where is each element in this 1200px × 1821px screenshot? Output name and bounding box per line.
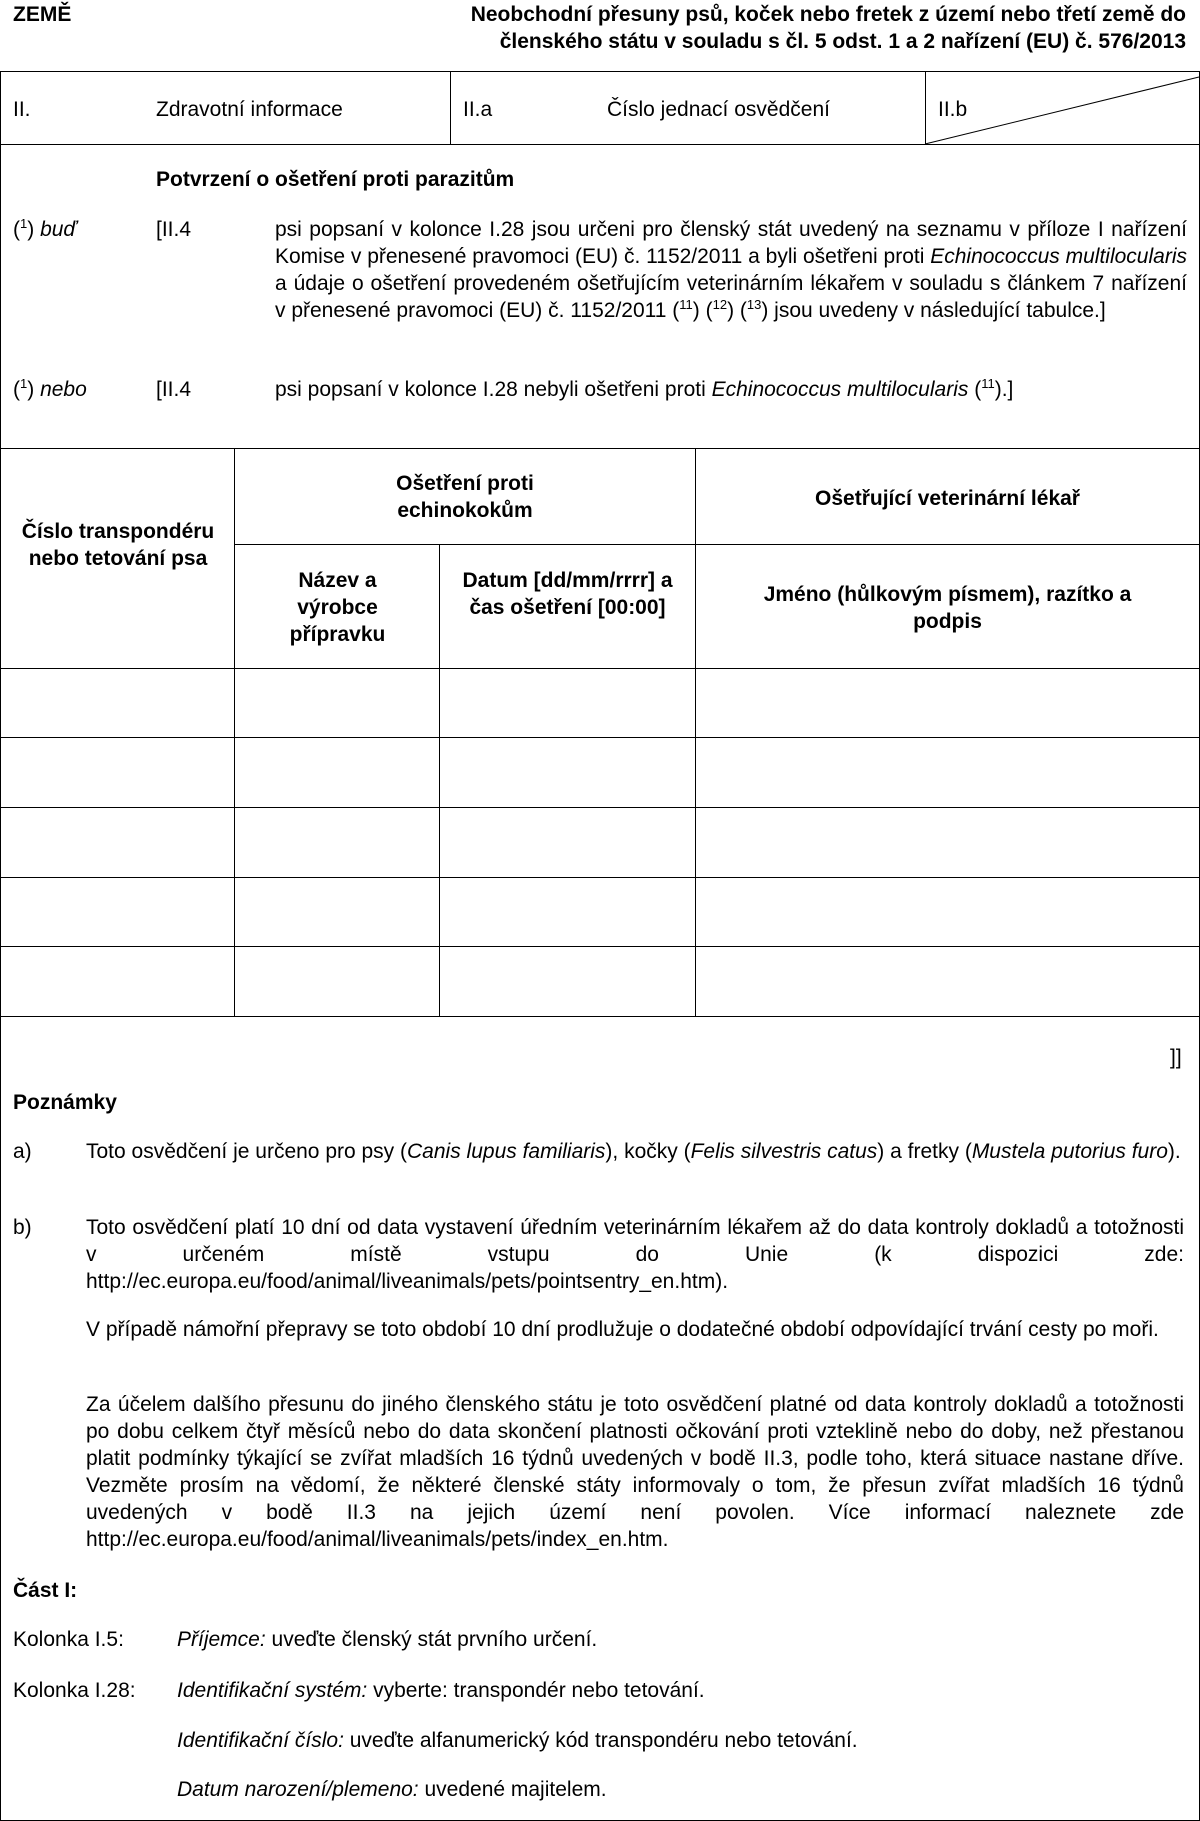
note-b-text: Toto osvědčení platí 10 dní od data vystavení úředním veterinárním lékařem až do data kontroly dokladů a totožnosti v určeném místě vstupu do Unie (k dispozici zde: http://ec.europa.eu/food/animal/liveanimals/pets/pointsentry_en.htm).	[86, 1216, 1184, 1293]
col-date-header: Datum [dd/mm/rrrr] a čas ošetření [00:00]	[462, 569, 673, 619]
option-nebo-label: ($^1$) nebo	[13, 376, 87, 401]
col-transponder-header: Číslo transpondéru nebo tetování psa	[21, 520, 215, 570]
box-i28-id-number: Identifikační číslo: uveďte alfanumerický kód transpondéru nebo tetování.	[177, 1729, 858, 1752]
notes-heading: Poznámky	[13, 1091, 117, 1114]
diagonal-strike	[0, 0, 1200, 150]
col-treatment-group-header: Ošetření proti echinokokům	[396, 472, 534, 522]
section-code-b: II.b	[938, 98, 968, 121]
table-top	[0, 448, 1200, 449]
col-vet-name-header: Jméno (hůlkovým písmem), razítko a podpis	[763, 583, 1132, 633]
col-product-header: Název a výrobce přípravku	[289, 569, 386, 646]
section-code-a: II.a	[463, 98, 493, 121]
option-2-text: psi popsaní v kolonce I.28 nebyli ošetřeni proti Echinococcus multilocularis ($^{11}$).]	[275, 376, 1014, 401]
table-row-line-4	[0, 946, 1200, 947]
box-i28-birth-breed: Datum narození/plemeno: uvedené majitelem.	[177, 1778, 607, 1801]
option-buď-label: ($^1$) buď	[13, 216, 77, 241]
table-bottom	[0, 1016, 1200, 1017]
box-i28-label: Kolonka I.28:	[13, 1679, 136, 1702]
table-col-divider-1	[234, 448, 235, 1016]
note-a-label: a)	[13, 1140, 32, 1163]
part-i-heading: Část I:	[13, 1579, 78, 1602]
table-row-line-3	[0, 877, 1200, 878]
table-col-divider-3	[695, 448, 696, 1016]
table-row-line-1	[0, 737, 1200, 738]
note-b-further-movement: Za účelem dalšího přesunu do jiného členského státu je toto osvědčení platné od data kontroly dokladů a totožnosti po dobu celkem čtyř měsíců nebo do data skončení platnosti očkování proti vzteklině nebo do doby, než přestanou platit podmínky týkající se zvířat mladších 16 týdnů uvedených v bodě II.3, podle toho, která situace nastane dříve. Vezměte prosím na vědomí, že některé členské státy informovaly o tom, že přesun zvířat mladších 16 týdnů uvedených v bodě II.3 na jejich území není povolen. Více informací naleznete zde http://ec.europa.eu/food/animal/liveanimals/pets/index_en.htm.	[86, 1393, 1184, 1551]
title-line-2: členského státu v souladu s čl. 5 odst. 1 a 2 nařízení (EU) č. 576/2013	[499, 30, 1186, 53]
parasite-heading: Potvrzení o ošetření proti parazitům	[156, 168, 515, 191]
certificate-ref-label: Číslo jednací osvědčení	[607, 98, 830, 121]
table-group-divider	[234, 544, 1200, 545]
note-b-sea-transport: V případě námořní přepravy se toto období 10 dní prodlužuje o dodatečné období odpovídající trvání cesty po moři.	[86, 1318, 1159, 1341]
note-a-text: Toto osvědčení je určeno pro psy (Canis lupus familiaris), kočky (Felis silvestris catus) a fretky (Mustela putorius furo).	[86, 1140, 1181, 1163]
option-1-ref: [II.4	[156, 218, 192, 241]
col-vet-group-header: Ošetřující veterinární lékař	[815, 487, 1080, 510]
section-code: II.	[13, 98, 31, 121]
note-b-label: b)	[13, 1216, 32, 1239]
option-2-ref: [II.4	[156, 378, 192, 401]
box-i5-text: Příjemce: uveďte členský stát prvního určení.	[177, 1628, 598, 1651]
box-i28-text: Identifikační systém: vyberte: transpondér nebo tetování.	[177, 1679, 705, 1702]
title-line-1: Neobchodní přesuny psů, koček nebo fretek z území nebo třetí země do	[470, 3, 1186, 26]
section-title: Zdravotní informace	[156, 98, 343, 121]
closing-brackets: ]]	[1170, 1046, 1182, 1069]
box-i5-label: Kolonka I.5:	[13, 1628, 124, 1651]
option-1-text: psi popsaní v kolonce I.28 jsou určeni pro členský stát uvedený na seznamu v příloze I nařízení Komise v přenesené pravomoci (EU) č. 1152/2011 a byli ošetřeni proti Echinococcus multilocularis a údaje o ošetření provedeném ošetřujícím veterinárním lékařem v souladu s článkem 7 nařízení v přenesené pravomoci (EU) č. 1152/2011 ($^{11}$) ($^{12}$) ($^{13}$) jsou uvedeny v následující tabulce.]	[275, 218, 1187, 322]
table-header-bottom	[0, 668, 1200, 669]
country-label: ZEMĚ	[13, 3, 72, 26]
table-row-line-2	[0, 807, 1200, 808]
